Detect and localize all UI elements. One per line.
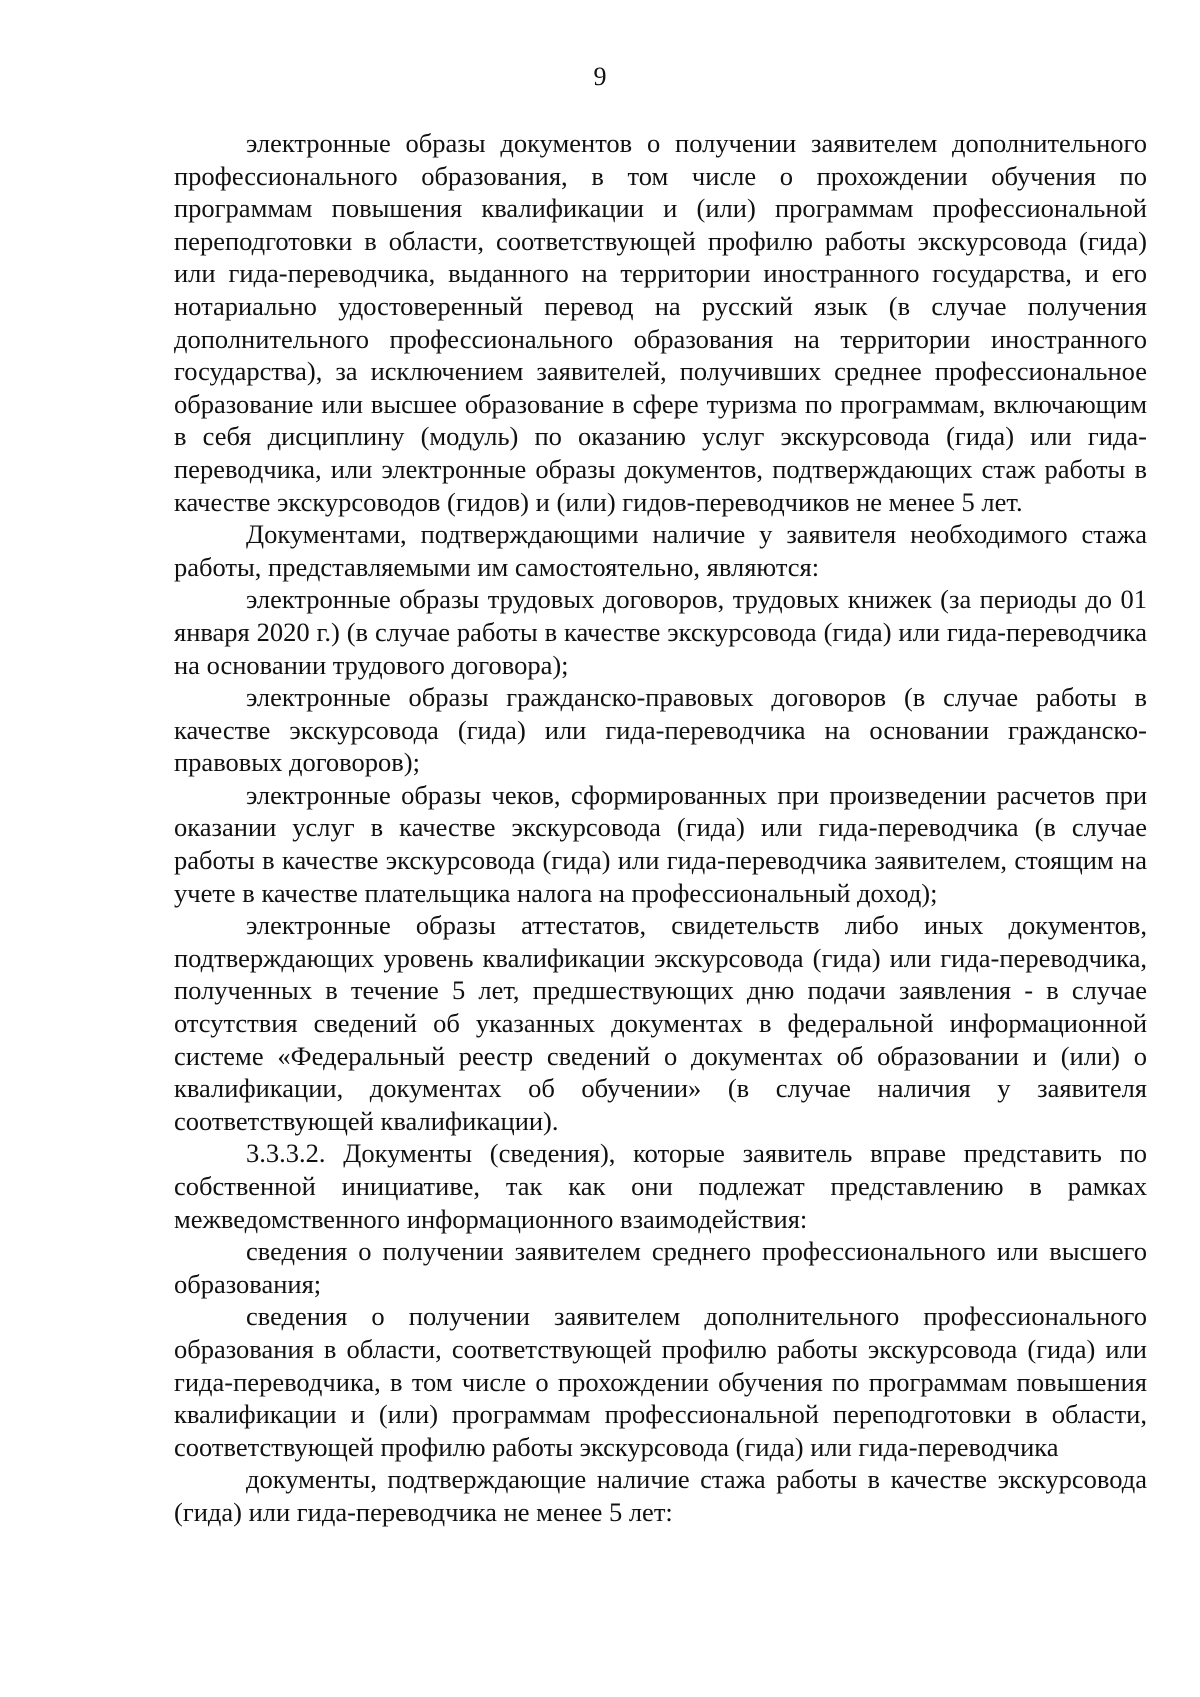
paragraph-employment-contracts: электронные образы трудовых договоров, трудовых книжек (за периоды до 01 января 2020 г.) (в случае работы в качестве экскурсовода (гида) или гида-переводчика на основании трудового договора); (174, 584, 1147, 680)
paragraph-section-3-3-3-2: 3.3.3.2. Документы (сведения), которые заявитель вправе представить по собственной инициативе, так как они подлежат представлению в рамках межведомственного информационного взаимодействия: (174, 1138, 1147, 1234)
paragraph-experience-documents-intro: Документами, подтверждающими наличие у заявителя необходимого стажа работы, представляемыми им самостоятельно, являются: (174, 519, 1147, 582)
paragraph-civil-contracts: электронные образы гражданско-правовых договоров (в случае работы в качестве экскурсовода (гида) или гида-переводчика на основании гражданско-правовых договоров); (174, 682, 1147, 778)
paragraph-secondary-higher-education-info: сведения о получении заявителем среднего профессионального или высшего образования; (174, 1236, 1147, 1299)
paragraph-certificates: электронные образы аттестатов, свидетельств либо иных документов, подтверждающих уровень квалификации экскурсовода (гида) или гида-переводчика, полученных в течение 5 лет, предшествующих дню подачи заявления - в случае отсутствия сведений об указанных документах в федеральной информационной системе «Федеральный реестр сведений о документах об образовании и (или) о квалификации, документах об обучении» (в случае наличия у заявителя соответствующей квалификации). (174, 910, 1147, 1136)
document-body (174, 127, 1147, 1529)
paragraph-additional-education-info: сведения о получении заявителем дополнительного профессионального образования в области, соответствующей профилю работы экскурсовода (гида) или гида-переводчика, в том числе о прохождении обучения по программам повышения квалификации и (или) программам профессиональной переподготовки в области, соответствующей профилю работы экскурсовода (гида) или гида-переводчика (174, 1301, 1147, 1462)
page-number: 9 (593, 62, 607, 91)
paragraph-receipts: электронные образы чеков, сформированных при произведении расчетов при оказании услуг в качестве экскурсовода (гида) или гида-переводчика (в случае работы в качестве экскурсовода (гида) или гида-переводчика заявителем, стоящим на учете в качестве плательщика налога на профессиональный доход); (174, 779, 1147, 908)
paragraph-education-documents: электронные образы документов о получении заявителем дополнительного профессионального образования, в том числе о прохождении обучения по программам повышения квалификации и (или) программам профессиональной переподготовки в области, соответствующей профилю работы экскурсовода (гида) или гида-переводчика, выданного на территории иностранного государства, и его нотариально удостоверенный перевод на русский язык (в случае получения дополнительного профессионального образования на территории иностранного государства), за исключением заявителей, получивших среднее профессиональное образование или высшее образование в сфере туризма по программам, включающим в себя дисциплину (модуль) по оказанию услуг экскурсовода (гида) или гида-переводчика, или электронные образы документов, подтверждающих стаж работы в качестве экскурсоводов (гидов) и (или) гидов-переводчиков не менее 5 лет. (174, 128, 1147, 517)
paragraph-experience-proof: документы, подтверждающие наличие стажа работы в качестве экскурсовода (гида) или гида-переводчика не менее 5 лет: (174, 1464, 1147, 1527)
